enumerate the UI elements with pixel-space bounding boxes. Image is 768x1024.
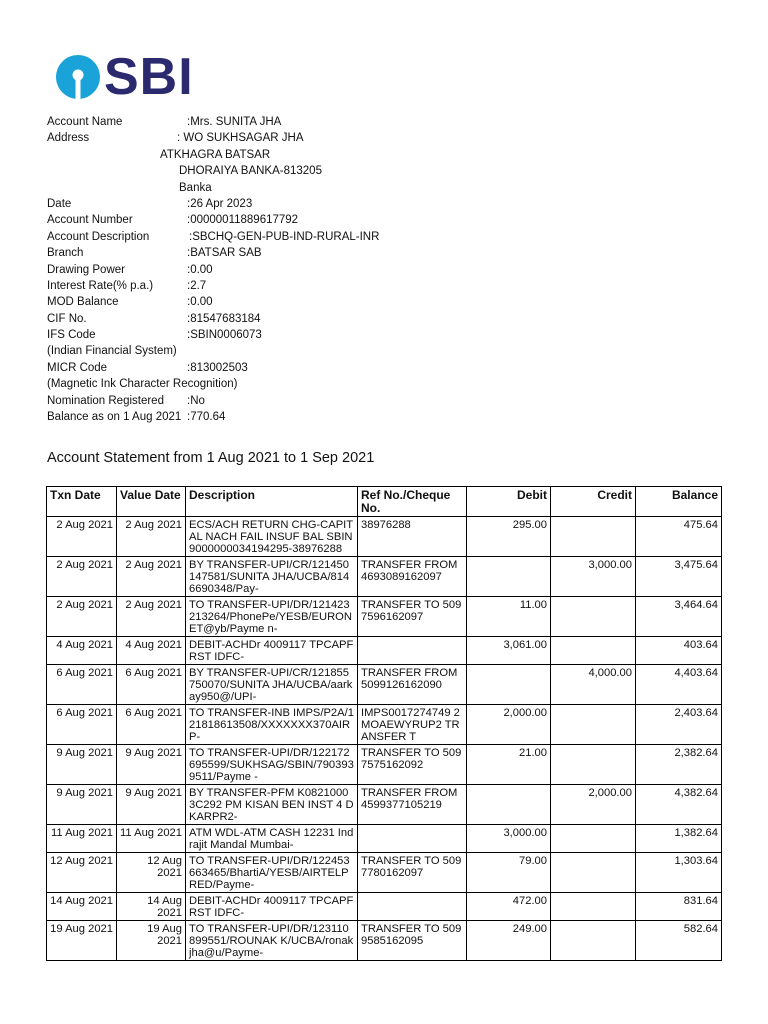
cell-value-date: 6 Aug 2021 (117, 665, 186, 705)
cell-ref-no: TRANSFER TO 5097780162097 (358, 853, 467, 893)
cell-txn-date: 6 Aug 2021 (47, 665, 117, 705)
table-row (47, 705, 722, 745)
account-info-label: Interest Rate(% p.a.) (47, 279, 154, 292)
account-info-label: CIF No. (47, 312, 87, 325)
cell-description: ECS/ACH RETURN CHG-CAPITAL NACH FAIL INSUF BAL SBIN9000000034194295-38976288 (186, 517, 358, 557)
cell-txn-date: 2 Aug 2021 (47, 557, 117, 597)
cell-txn-date: 19 Aug 2021 (47, 921, 117, 961)
cell-ref-no: TRANSFER FROM 5099126162090 (358, 665, 467, 705)
cell-debit: 2,000.00 (467, 705, 551, 745)
cell-balance: 582.64 (636, 921, 722, 961)
cell-balance: 831.64 (636, 893, 722, 921)
cell-txn-date: 11 Aug 2021 (47, 825, 117, 853)
cell-ref-no: TRANSFER TO 5099585162095 (358, 921, 467, 961)
cell-description: BY TRANSFER-UPI/CR/121855750070/SUNITA JHA/UCBA/aarkay950@/UPI- (186, 665, 358, 705)
cell-value-date: 9 Aug 2021 (117, 785, 186, 825)
cell-description: BY TRANSFER-PFM K08210003C292 PM KISAN BEN INST 4 DKARPR2- (186, 785, 358, 825)
cell-value-date: 6 Aug 2021 (117, 705, 186, 745)
cell-balance: 3,475.64 (636, 557, 722, 597)
account-info-label: (Magnetic Ink Character Recognition) (47, 378, 238, 391)
cell-value-date: 11 Aug 2021 (117, 825, 186, 853)
cell-debit: 11.00 (467, 597, 551, 637)
cell-txn-date: 2 Aug 2021 (47, 517, 117, 557)
account-info-value: Banka (179, 181, 212, 194)
cell-debit: 79.00 (467, 853, 551, 893)
cell-balance: 1,382.64 (636, 825, 722, 853)
cell-credit (551, 921, 636, 961)
account-info-label: Account Number (47, 214, 133, 227)
table-row (47, 893, 722, 921)
cell-ref-no: TRANSFER TO 5097575162092 (358, 745, 467, 785)
statement-title: Account Statement from 1 Aug 2021 to 1 Sep 2021 (47, 450, 375, 466)
cell-txn-date: 6 Aug 2021 (47, 705, 117, 745)
cell-ref-no (358, 825, 467, 853)
cell-ref-no (358, 893, 467, 921)
table-row (47, 597, 722, 637)
account-info-value: :0.00 (187, 263, 213, 276)
account-info-value: :00000011889617792 (187, 214, 299, 227)
cell-value-date: 2 Aug 2021 (117, 557, 186, 597)
table-row (47, 637, 722, 665)
sbi-logo (55, 48, 194, 106)
cell-credit (551, 745, 636, 785)
cell-value-date: 14 Aug 2021 (117, 893, 186, 921)
account-info-label: Balance as on 1 Aug 2021 (47, 411, 182, 424)
cell-ref-no: 38976288 (358, 517, 467, 557)
account-info-label: Branch (47, 247, 84, 260)
cell-credit (551, 893, 636, 921)
cell-balance: 1,303.64 (636, 853, 722, 893)
cell-debit (467, 785, 551, 825)
cell-credit: 3,000.00 (551, 557, 636, 597)
cell-value-date: 12 Aug 2021 (117, 853, 186, 893)
cell-balance: 403.64 (636, 637, 722, 665)
table-row (47, 665, 722, 705)
cell-balance: 3,464.64 (636, 597, 722, 637)
header-credit: Credit (551, 487, 636, 517)
cell-balance: 475.64 (636, 517, 722, 557)
account-info-value: :770.64 (187, 411, 226, 424)
account-info-label: Address (47, 132, 90, 145)
sbi-keyhole-logo-icon (55, 54, 101, 100)
table-row (47, 785, 722, 825)
transactions-table (46, 486, 722, 961)
account-info-value: :BATSAR SAB (187, 247, 262, 260)
table-row (47, 825, 722, 853)
account-info-label: (Indian Financial System) (47, 345, 177, 358)
account-info-value: :No (187, 394, 205, 407)
header-description: Description (186, 487, 358, 517)
account-info-value: :Mrs. SUNITA JHA (187, 116, 282, 128)
cell-value-date: 2 Aug 2021 (117, 597, 186, 637)
cell-debit (467, 557, 551, 597)
cell-description: ATM WDL-ATM CASH 12231 Indrajit Mandal Mumbai- (186, 825, 358, 853)
account-info-label: IFS Code (47, 329, 96, 342)
account-info-label: Nomination Registered (47, 394, 164, 407)
account-info-label: Account Description (47, 230, 150, 243)
header-value-date: Value Date (117, 487, 186, 517)
cell-description: TO TRANSFER-UPI/DR/122172695599/SUKHSAG/SBIN/7903939511/Payme - (186, 745, 358, 785)
cell-balance: 4,403.64 (636, 665, 722, 705)
account-info-label: Drawing Power (47, 263, 125, 276)
account-info-label: Account Name (47, 116, 123, 128)
cell-description: TO TRANSFER-UPI/DR/122453663465/BhartiA/YESB/AIRTELPRED/Payme- (186, 853, 358, 893)
cell-ref-no (358, 637, 467, 665)
cell-debit (467, 665, 551, 705)
cell-debit: 3,000.00 (467, 825, 551, 853)
header-ref-no: Ref No./Cheque No. (358, 487, 467, 517)
table-row (47, 517, 722, 557)
account-info-label: Date (47, 197, 72, 210)
account-info-value: :81547683184 (187, 312, 261, 325)
cell-txn-date: 9 Aug 2021 (47, 745, 117, 785)
cell-txn-date: 2 Aug 2021 (47, 597, 117, 637)
cell-txn-date: 14 Aug 2021 (47, 893, 117, 921)
cell-credit (551, 637, 636, 665)
cell-description: DEBIT-ACHDr 4009117 TPCAPFRST IDFC- (186, 893, 358, 921)
cell-value-date: 4 Aug 2021 (117, 637, 186, 665)
cell-credit (551, 705, 636, 745)
cell-balance: 2,382.64 (636, 745, 722, 785)
account-info-value: DHORAIYA BANKA-813205 (179, 165, 322, 178)
cell-ref-no: TRANSFER TO 5097596162097 (358, 597, 467, 637)
account-info-value: :2.7 (187, 279, 207, 292)
cell-description: TO TRANSFER-INB IMPS/P2A/121818613508/XXXXXXX370AIRP- (186, 705, 358, 745)
cell-description: TO TRANSFER-UPI/DR/121423213264/PhonePe/YESB/EURONET@yb/Payme n- (186, 597, 358, 637)
table-header-row (47, 487, 722, 517)
header-balance: Balance (636, 487, 722, 517)
cell-debit: 295.00 (467, 517, 551, 557)
cell-txn-date: 9 Aug 2021 (47, 785, 117, 825)
cell-balance: 2,403.64 (636, 705, 722, 745)
cell-debit: 21.00 (467, 745, 551, 785)
cell-ref-no: TRANSFER FROM 4693089162097 (358, 557, 467, 597)
header-txn-date: Txn Date (47, 487, 117, 517)
cell-value-date: 9 Aug 2021 (117, 745, 186, 785)
cell-credit (551, 517, 636, 557)
table-row (47, 557, 722, 597)
cell-description: DEBIT-ACHDr 4009117 TPCAPFRST IDFC- (186, 637, 358, 665)
cell-txn-date: 12 Aug 2021 (47, 853, 117, 893)
cell-description: BY TRANSFER-UPI/CR/121450147581/SUNITA JHA/UCBA/8146690348/Pay- (186, 557, 358, 597)
header-debit: Debit (467, 487, 551, 517)
account-info-value: :SBIN0006073 (187, 329, 262, 342)
cell-txn-date: 4 Aug 2021 (47, 637, 117, 665)
cell-credit (551, 853, 636, 893)
cell-value-date: 2 Aug 2021 (117, 517, 186, 557)
cell-credit: 4,000.00 (551, 665, 636, 705)
table-row (47, 853, 722, 893)
account-info-value: : WO SUKHSAGAR JHA (177, 132, 304, 145)
account-info-label: MICR Code (47, 361, 108, 374)
account-info-label: MOD Balance (47, 296, 119, 309)
cell-debit: 472.00 (467, 893, 551, 921)
account-info-value: ATKHAGRA BATSAR (160, 148, 271, 161)
account-info-value: :26 Apr 2023 (187, 197, 253, 210)
cell-balance: 4,382.64 (636, 785, 722, 825)
cell-credit (551, 597, 636, 637)
cell-credit: 2,000.00 (551, 785, 636, 825)
cell-debit: 3,061.00 (467, 637, 551, 665)
table-row (47, 921, 722, 961)
cell-ref-no: TRANSFER FROM 4599377105219 (358, 785, 467, 825)
account-info-value: :813002503 (187, 361, 248, 374)
cell-credit (551, 825, 636, 853)
cell-debit: 249.00 (467, 921, 551, 961)
account-info-value: :SBCHQ-GEN-PUB-IND-RURAL-INR (189, 230, 380, 243)
account-info-value: :0.00 (187, 296, 213, 309)
table-row (47, 745, 722, 785)
cell-value-date: 19 Aug 2021 (117, 921, 186, 961)
cell-ref-no: IMPS0017274749 2MOAEWYRUP2 TRANSFER T (358, 705, 467, 745)
logo-text: SBI (104, 48, 194, 106)
cell-description: TO TRANSFER-UPI/DR/123110899551/ROUNAK K/UCBA/ronakjha@u/Payme- (186, 921, 358, 961)
